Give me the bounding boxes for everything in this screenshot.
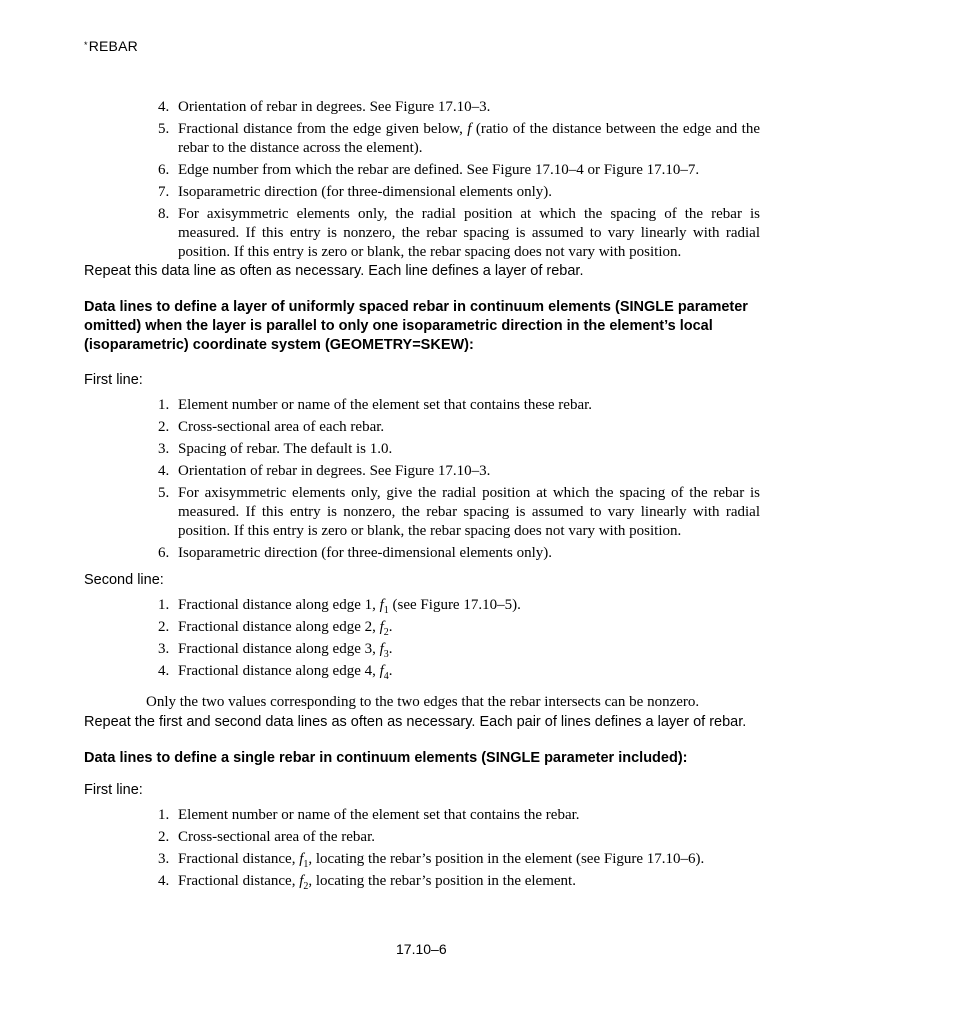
item-number: 6. — [158, 545, 170, 561]
item-number: 1. — [158, 597, 170, 613]
item-text: . — [388, 641, 393, 657]
list-item — [84, 205, 760, 262]
list-item — [84, 120, 760, 158]
section-heading-skew: Data lines to define a layer of uniformly spaced rebar in continuum elements (SINGLE parameter omitted) when the layer is parallel to only one isoparametric direction in the element’s local (isoparametric) coordinate system (GEOMETRY=SKEW): — [84, 299, 748, 353]
repeat-instruction: Repeat this data line as often as necessary. Each line defines a layer of rebar. — [84, 263, 584, 279]
list-item — [84, 872, 760, 891]
list-b — [84, 396, 774, 563]
math-subscript: 1 — [383, 605, 389, 616]
item-number: 7. — [158, 184, 170, 200]
math-subscript: 3 — [383, 649, 389, 660]
math-variable: f — [379, 619, 384, 635]
item-number: 2. — [158, 619, 170, 635]
item-text: . — [388, 663, 393, 679]
item-number: 4. — [158, 663, 170, 679]
item-text: , locating the rebar’s position in the element (see Figure 17.10–6). — [308, 851, 705, 867]
list-item — [84, 828, 760, 847]
item-text: (see Figure 17.10–5). — [388, 597, 521, 613]
item-text: Isoparametric direction (for three-dimensional elements only). — [178, 545, 553, 561]
item-text: For axisymmetric elements only, give the radial position at which the spacing of the rebar is measured. If this entry is nonzero, the rebar spacing is assumed to vary linearly with radial position. If this entry is zero or blank, the rebar spacing does not vary with position. — [178, 485, 760, 539]
list-a — [84, 98, 774, 262]
document-body — [84, 98, 774, 894]
item-number: 4. — [158, 873, 170, 889]
item-text: Element number or name of the element set that contains the rebar. — [178, 807, 580, 823]
math-variable: f — [379, 597, 384, 613]
item-number: 3. — [158, 851, 170, 867]
item-number: 8. — [158, 206, 170, 222]
math-variable: f — [467, 121, 472, 137]
item-text: Orientation of rebar in degrees. See Figure 17.10–3. — [178, 463, 491, 479]
section-heading-single: Data lines to define a single rebar in continuum elements (SINGLE parameter included): — [84, 750, 688, 766]
list-item — [84, 98, 760, 117]
list-item — [84, 396, 760, 415]
list-item — [84, 662, 760, 681]
item-number: 3. — [158, 641, 170, 657]
item-text: Element number or name of the element set that contains these rebar. — [178, 397, 593, 413]
list-item — [84, 640, 760, 659]
item-text: Fractional distance, — [178, 851, 300, 867]
math-subscript: 2 — [383, 627, 389, 638]
list-item — [84, 484, 760, 541]
list-item — [84, 596, 760, 615]
first-line-label: First line: — [84, 372, 143, 388]
item-number: 5. — [158, 121, 170, 137]
running-header — [84, 38, 138, 54]
list-item — [84, 440, 760, 459]
second-line-label: Second line: — [84, 572, 164, 588]
page-number: 17.10–6 — [396, 941, 447, 957]
item-text: Fractional distance along edge 4, — [178, 663, 380, 679]
item-text: Isoparametric direction (for three-dimensional elements only). — [178, 184, 553, 200]
item-text: Fractional distance along edge 3, — [178, 641, 380, 657]
item-text: Fractional distance from the edge given below, — [178, 121, 468, 137]
list-d — [84, 806, 774, 891]
item-number: 2. — [158, 829, 170, 845]
math-subscript: 4 — [383, 671, 389, 682]
item-text: Orientation of rebar in degrees. See Figure 17.10–3. — [178, 99, 491, 115]
list-item — [84, 618, 760, 637]
item-number: 4. — [158, 463, 170, 479]
list-item — [84, 806, 760, 825]
math-subscript: 2 — [303, 881, 309, 892]
note-nonzero-values: Only the two values corresponding to the two edges that the rebar intersects can be nonzero. — [146, 694, 700, 710]
item-text: (ratio of the distance between the edge and the rebar to the distance across the element). — [178, 121, 761, 156]
item-number: 1. — [158, 807, 170, 823]
math-subscript: 1 — [303, 859, 309, 870]
item-number: 2. — [158, 419, 170, 435]
item-text: Spacing of rebar. The default is 1.0. — [178, 441, 393, 457]
list-item — [84, 544, 760, 563]
math-variable: f — [379, 663, 384, 679]
item-number: 4. — [158, 99, 170, 115]
list-item — [84, 850, 760, 869]
item-text: Fractional distance along edge 1, — [178, 597, 380, 613]
item-number: 3. — [158, 441, 170, 457]
item-text: Cross-sectional area of each rebar. — [178, 419, 385, 435]
repeat-instruction: Repeat the first and second data lines as often as necessary. Each pair of lines defines a layer of rebar. — [84, 714, 747, 730]
item-text: Fractional distance, — [178, 873, 300, 889]
item-text: Edge number from which the rebar are defined. See Figure 17.10–4 or Figure 17.10–7. — [178, 162, 700, 178]
math-variable: f — [379, 641, 384, 657]
first-line-label: First line: — [84, 782, 143, 798]
item-number: 6. — [158, 162, 170, 178]
math-variable: f — [299, 873, 304, 889]
list-c — [84, 596, 774, 681]
list-item — [84, 161, 760, 180]
item-text: , locating the rebar’s position in the element. — [308, 873, 576, 889]
list-item — [84, 418, 760, 437]
item-text: Cross-sectional area of the rebar. — [178, 829, 375, 845]
item-text: Fractional distance along edge 2, — [178, 619, 380, 635]
math-variable: f — [299, 851, 304, 867]
item-text: For axisymmetric elements only, the radial position at which the spacing of the rebar is measured. If this entry is nonzero, the rebar spacing is assumed to vary linearly with radial position. If this entry is zero or blank, the rebar spacing does not vary with position. — [178, 206, 760, 260]
list-item — [84, 462, 760, 481]
header-title: REBAR — [88, 38, 138, 54]
item-text: . — [388, 619, 393, 635]
item-number: 5. — [158, 485, 170, 501]
keyword-star-marker: * — [84, 40, 88, 50]
item-number: 1. — [158, 397, 170, 413]
list-item — [84, 183, 760, 202]
